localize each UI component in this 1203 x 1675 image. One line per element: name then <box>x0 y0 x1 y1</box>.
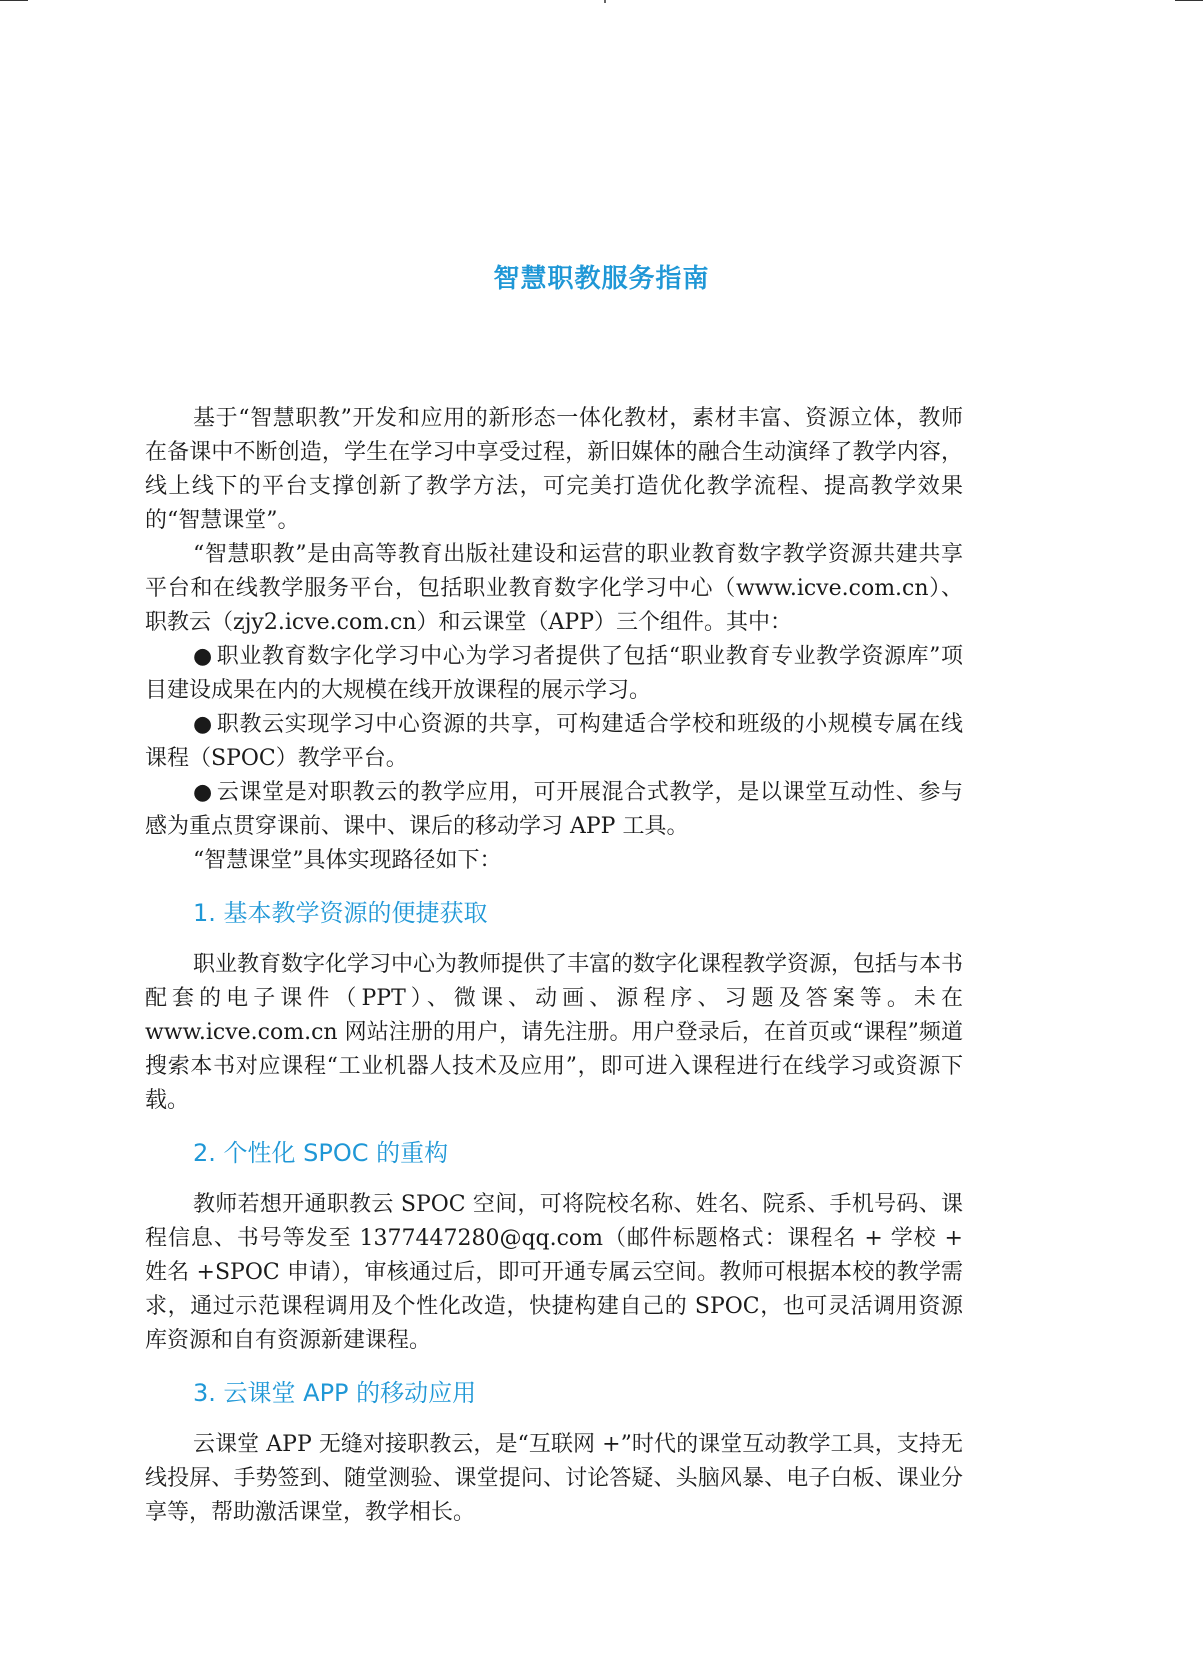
bullet-text: 职教云实现学习中心资源的共享，可构建适合学校和班级的小规模专属在线课程（SPOC）教学平台。 <box>145 712 963 771</box>
document-body <box>145 402 963 1530</box>
crop-mark-right <box>1175 0 1203 1</box>
section-heading-2: 2. 个性化 SPOC 的重构 <box>193 1139 449 1167</box>
intro-paragraph-2: “智慧职教”是由高等教育出版社建设和运营的职业教育数字教学资源共建共享平台和在线教学服务平台，包括职业教育数字化学习中心（www.icve.com.cn）、职教云（zjy2.icve.com.cn）和云课堂（APP）三个组件。其中： <box>145 542 963 635</box>
bullet-text: 职业教育数字化学习中心为学习者提供了包括“职业教育专业教学资源库”项目建设成果在内的大规模在线开放课程的展示学习。 <box>145 644 963 703</box>
page-title: 智慧职教服务指南 <box>493 264 710 294</box>
crop-mark-center <box>604 0 606 3</box>
bullet-text: 云课堂是对职教云的教学应用，可开展混合式教学，是以课堂互动性、参与感为重点贯穿课前、课中、课后的移动学习 APP 工具。 <box>145 780 963 839</box>
intro-paragraph-1: 基于“智慧职教”开发和应用的新形态一体化教材，素材丰富、资源立体，教师在备课中不断创造，学生在学习中享受过程，新旧媒体的融合生动演绎了教学内容，线上线下的平台支撑创新了教学方法，可完美打造优化教学流程、提高教学效果的“智慧课堂”。 <box>145 406 963 533</box>
section-body-1: 职业教育数字化学习中心为教师提供了丰富的数字化课程教学资源，包括与本书配套的电子课件（PPT）、微课、动画、源程序、习题及答案等。未在 www.icve.com.cn 网站注册的用户，请先注册。用户登录后，在首页或“课程”频道搜索本书对应课程“工业机器人技术及应用”，即可进入课程进行在线学习或资源下载。 <box>145 952 964 1113</box>
bullet-icon: ● <box>193 712 213 737</box>
bullet-icon: ● <box>193 780 213 805</box>
section-heading-1: 1. 基本教学资源的便捷获取 <box>193 899 488 927</box>
crop-mark-left <box>0 0 28 1</box>
section-body-2: 教师若想开通职教云 SPOC 空间，可将院校名称、姓名、院系、手机号码、课程信息、书号等发至 1377447280@qq.com（邮件标题格式：课程名 + 学校 + 姓名 +SPOC 申请），审核通过后，即可开通专属云空间。教师可根据本校的教学需求，通过示范课程调用及个性化改造，快捷构建自己的 SPOC，也可灵活调用资源库资源和自有资源新建课程。 <box>145 1192 963 1353</box>
path-intro: “智慧课堂”具体实现路径如下： <box>193 848 502 873</box>
bullet-icon: ● <box>193 644 213 669</box>
bullet-item <box>145 776 963 844</box>
bullet-item <box>145 708 963 776</box>
section-heading-3: 3. 云课堂 APP 的移动应用 <box>193 1379 477 1407</box>
bullet-item <box>145 640 963 708</box>
section-body-3: 云课堂 APP 无缝对接职教云，是“互联网 +”时代的课堂互动教学工具，支持无线投屏、手势签到、随堂测验、课堂提问、讨论答疑、头脑风暴、电子白板、课业分享等，帮助激活课堂，教学相长。 <box>145 1432 963 1525</box>
